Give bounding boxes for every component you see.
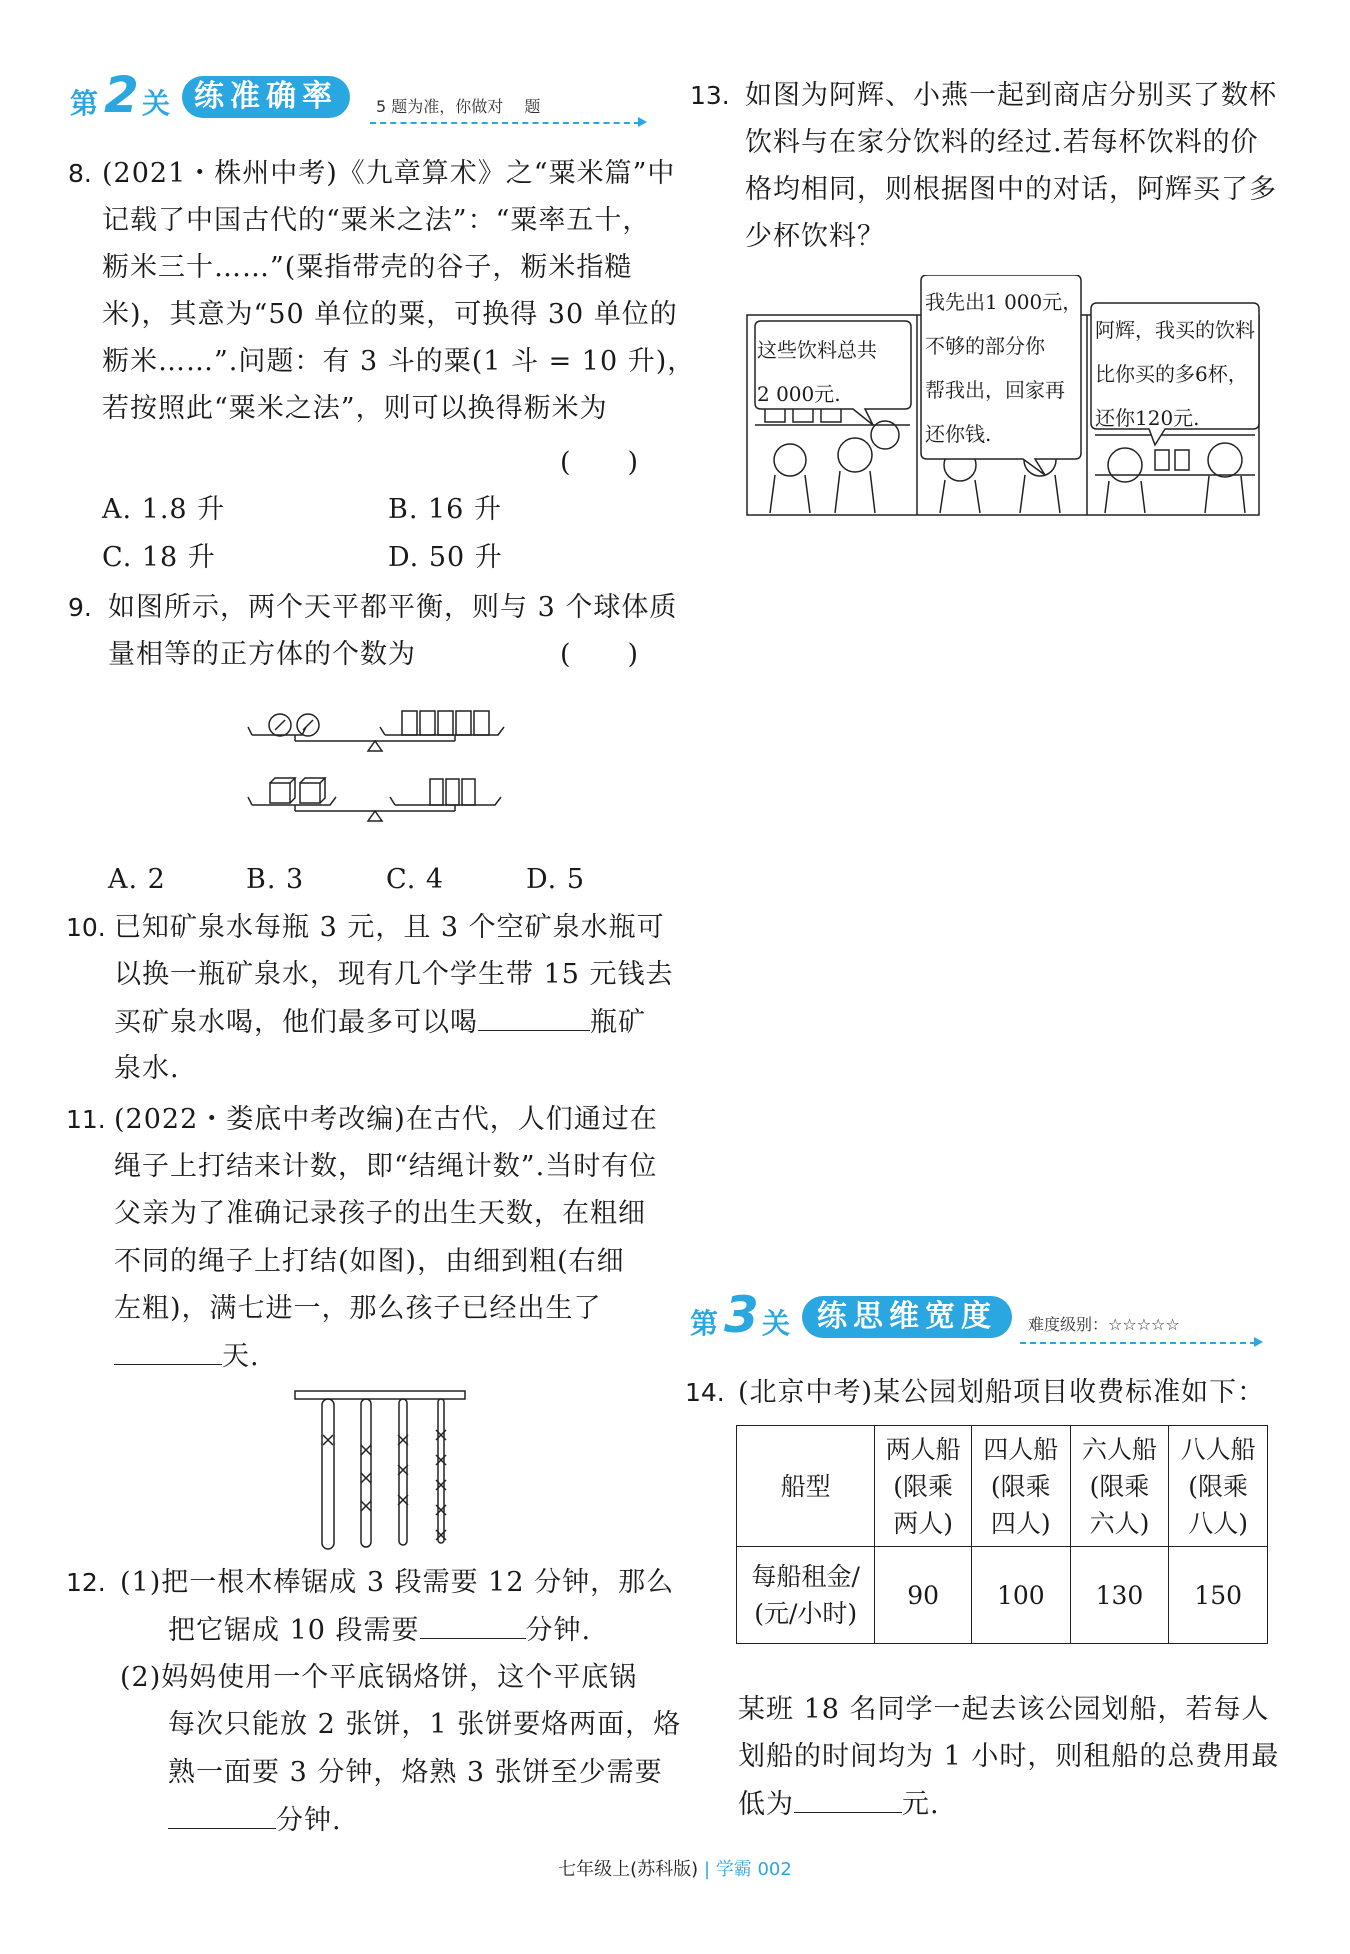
answer-blank[interactable] (168, 1802, 276, 1829)
q9-line-1: 如图所示，两个天平都平衡，则与 3 个球体质 (108, 592, 678, 623)
balance-figure (240, 695, 520, 845)
q12-part2-line-2: 每次只能放 2 张饼，1 张饼要烙两面，烙 (168, 1709, 682, 1740)
q14-line-1: (北京中考)某公园划船项目收费标准如下： (738, 1377, 1266, 1408)
table-cell: 130 (1070, 1547, 1169, 1644)
option-d[interactable]: D. 5 (526, 864, 586, 895)
q14-text: 低为 (738, 1789, 794, 1820)
q8-line-2: 记载了中国古代的“粟米之法”：“粟率五十， (102, 205, 651, 236)
option-b[interactable]: B. 3 (246, 864, 305, 895)
q12-part2-line-1: (2)妈妈使用一个平底锅烙饼，这个平底锅 (120, 1662, 638, 1693)
q12-part2-line-3: 熟一面要 3 分钟，烙熟 3 张饼至少需要 (168, 1757, 663, 1788)
table-header-cell: 两人船 (限乘 两人) (875, 1426, 972, 1547)
table-header-cell: 船型 (737, 1426, 875, 1547)
option-b[interactable]: B. 16 升 (388, 494, 502, 525)
q8-line-5: 粝米……”.问题：有 3 斗的粟(1 斗 = 10 升)， (102, 346, 696, 377)
option-c[interactable]: C. 18 升 (102, 542, 216, 573)
section-divider (370, 122, 640, 124)
question-number: 12. (66, 1568, 106, 1597)
table-cell: 90 (875, 1547, 972, 1644)
question-number: 11. (66, 1105, 106, 1134)
q10-line-2: 以换一瓶矿泉水，现有几个学生带 15 元钱去 (114, 959, 674, 990)
answer-blank[interactable] (794, 1786, 902, 1813)
section-header-2 (70, 66, 650, 130)
option-a[interactable]: A. 2 (108, 864, 166, 895)
q14-after-line-1: 某班 18 名同学一起去该公园划船，若每人 (738, 1694, 1270, 1725)
q14-after-line-2: 划船的时间均为 1 小时，则租船的总费用最 (738, 1741, 1280, 1772)
section-note: 5 题为准，你做对 题 (376, 97, 541, 116)
q11-line-6 (114, 1338, 260, 1375)
q14-after-line-3 (738, 1786, 940, 1823)
section-header-3 (690, 1286, 1270, 1350)
table-row (737, 1547, 1268, 1644)
option-c[interactable]: C. 4 (386, 864, 445, 895)
q11-text-end: 天. (222, 1341, 260, 1372)
table-header-cell: 每船租金/ (元/小时) (737, 1547, 875, 1644)
section-arrow-icon (1254, 1337, 1263, 1347)
q10-text-end: 瓶矿 (590, 1007, 646, 1038)
table-cell: 150 (1169, 1547, 1268, 1644)
answer-blank[interactable] (478, 1004, 590, 1031)
question-number: 13. (690, 81, 730, 110)
section-di: 第 (70, 87, 99, 120)
footer-brand: 学霸 (715, 1859, 752, 1880)
question-number: 14. (685, 1378, 725, 1407)
q12-part2-line-4 (168, 1802, 342, 1839)
q12-part1-line-1: (1)把一根木棒锯成 3 段需要 12 分钟，那么 (120, 1567, 675, 1598)
q10-line-4: 泉水. (114, 1053, 180, 1084)
answer-paren[interactable]: ( ) (560, 447, 640, 478)
table-header-cell: 六人船 (限乘 六人) (1070, 1426, 1169, 1547)
q11-line-5: 左粗)，满七进一，那么孩子已经出生了 (114, 1293, 602, 1324)
q8-line-3: 粝米三十……”(粟指带壳的谷子，粝米指糙 (102, 252, 633, 283)
speech-bubble-3: 阿辉，我买的饮料 比你买的多6杯， 还你120元. (1095, 318, 1255, 430)
q10-line-1: 已知矿泉水每瓶 3 元，且 3 个空矿泉水瓶可 (114, 912, 665, 943)
q11-line-1: (2022・娄底中考改编)在古代，人们通过在 (114, 1104, 658, 1135)
q11-line-2: 绳子上打结来计数，即“结绳计数”.当时有位 (114, 1151, 658, 1182)
q9-line-2: 量相等的正方体的个数为 (108, 639, 416, 670)
knot-rope-figure (290, 1385, 470, 1555)
q13-line-3: 格均相同，则根据图中的对话，阿辉买了多 (745, 174, 1277, 205)
q12-p1-text: 把它锯成 10 段需要 (168, 1615, 420, 1646)
speech-bubble-1: 这些饮料总共 2 000元. (757, 338, 877, 406)
q11-line-3: 父亲为了准确记录孩子的出生天数，在粗细 (114, 1198, 646, 1229)
q8-line-4: 米)，其意为“50 单位的粟，可换得 30 单位的 (102, 299, 678, 330)
table-header-cell: 四人船 (限乘 四人) (971, 1426, 1070, 1547)
question-number: 8. (68, 159, 92, 188)
q12-p2-end: 分钟. (276, 1805, 342, 1836)
answer-blank[interactable] (114, 1338, 222, 1365)
question-number: 9. (68, 593, 92, 622)
section-title: 练思维宽度 (802, 1296, 1012, 1338)
page-number: 002 (757, 1859, 792, 1880)
table-row (737, 1426, 1268, 1547)
answer-blank[interactable] (420, 1612, 526, 1639)
section-arrow-icon (638, 117, 647, 127)
section-guan: 关 (762, 1307, 791, 1340)
q10-line-3 (114, 1004, 646, 1041)
table-header-cell: 八人船 (限乘 八人) (1169, 1426, 1268, 1547)
q13-line-2: 饮料与在家分饮料的经过.若每杯饮料的价 (745, 127, 1259, 158)
option-a[interactable]: A. 1.8 升 (102, 494, 226, 525)
q8-line-6: 若按照此“粟米之法”，则可以换得粝米为 (102, 393, 608, 424)
footer-separator: | (703, 1859, 711, 1880)
q12-part1-line-2 (168, 1612, 591, 1649)
question-number: 10. (66, 913, 106, 942)
q10-text: 买矿泉水喝，他们最多可以喝 (114, 1007, 478, 1038)
section-title: 练准确率 (182, 76, 350, 118)
section-divider (1020, 1342, 1256, 1344)
q12-p1-end: 分钟. (525, 1615, 592, 1646)
section-di: 第 (690, 1307, 719, 1340)
section-number: 2 (104, 66, 139, 124)
difficulty-rating: 难度级别：☆☆☆☆☆ (1028, 1315, 1180, 1334)
speech-bubble-2: 我先出1 000元， 不够的部分你 帮我出，回家再 还你钱. (925, 290, 1083, 446)
q8-line-1: (2021・株州中考)《九章算术》之“粟米篇”中 (102, 158, 676, 189)
fee-table (736, 1425, 1268, 1644)
q13-line-1: 如图为阿辉、小燕一起到商店分别买了数杯 (745, 80, 1277, 111)
q14-text-end: 元. (902, 1789, 940, 1820)
section-number: 3 (724, 1286, 759, 1344)
page-footer (0, 1855, 1350, 1881)
q13-line-4: 少杯饮料？ (745, 221, 885, 252)
q11-line-4: 不同的绳子上打结(如图)，由细到粗(右细 (114, 1246, 625, 1277)
footer-grade: 七年级上(苏科版) (558, 1859, 699, 1880)
answer-paren[interactable]: ( ) (560, 639, 640, 670)
option-d[interactable]: D. 50 升 (388, 542, 503, 573)
table-cell: 100 (971, 1547, 1070, 1644)
section-guan: 关 (142, 87, 171, 120)
